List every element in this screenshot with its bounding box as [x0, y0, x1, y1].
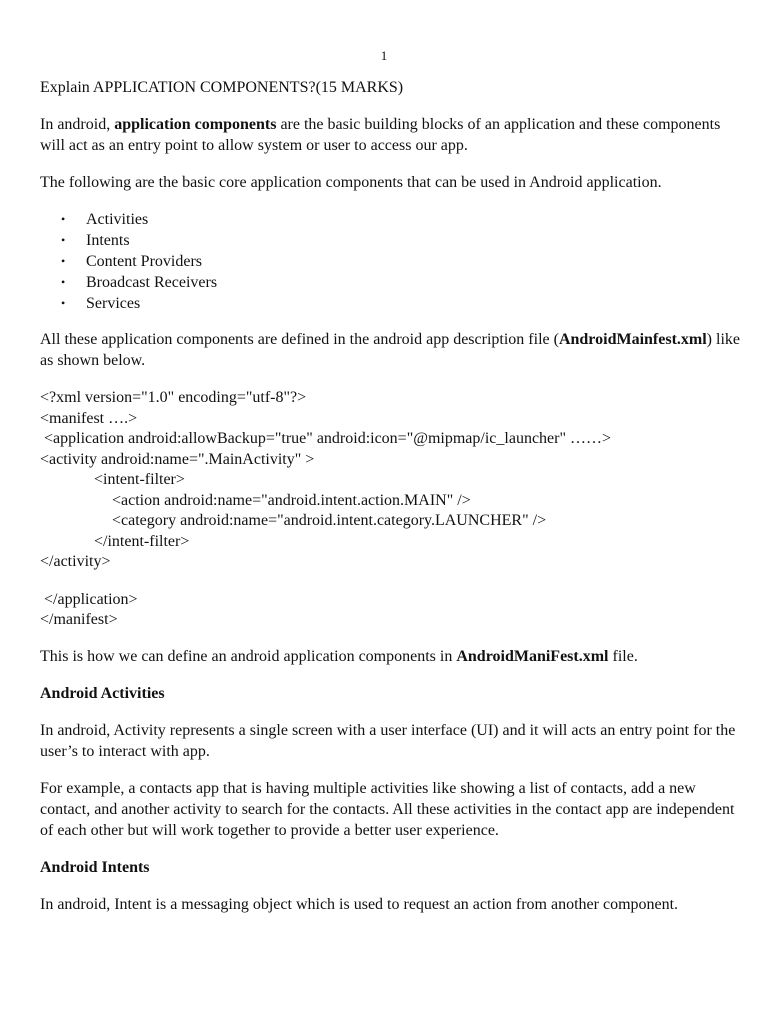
code-line: </activity> [40, 553, 111, 570]
code-line: <?xml version="1.0" encoding="utf-8"?> [40, 389, 307, 406]
question-title: Explain APPLICATION COMPONENTS?(15 MARKS) [40, 79, 404, 96]
activities-paragraph: In android, Activity represents a single screen with a user interface (UI) and it will acts an entry point for the user’s to interact with app. [40, 721, 736, 760]
code-line: </application> [44, 590, 138, 608]
intents-paragraph: In android, Intent is a messaging object which is used to request an action from another component. [40, 895, 679, 913]
intents-heading: Android Intents [40, 858, 150, 876]
code-line: <intent-filter> [94, 471, 185, 488]
list-item: • Activities [40, 209, 740, 230]
activities-example-paragraph: For example, a contacts app that is having multiple activities like showing a list of contacts, add a new contact, and another activity to search for the contacts. All these activities in the contact app are independent of each other but will work together to provide a better user experience. [40, 779, 735, 839]
list-item: • Intents [40, 230, 740, 251]
list-item: • Broadcast Receivers [40, 272, 740, 293]
code-line: <category android:name="android.intent.category.LAUNCHER" /> [112, 512, 547, 529]
manifest-summary-paragraph: This is how we can define an android application components in AndroidManiFest.xml file. [40, 647, 638, 665]
manifest-code-block [40, 387, 740, 630]
components-intro-paragraph: The following are the basic core application components that can be used in Android application. [40, 174, 662, 191]
list-item: • Services [40, 293, 740, 314]
component-list [40, 209, 740, 314]
code-line: <activity android:name=".MainActivity" > [40, 450, 315, 468]
code-spacer [40, 572, 740, 589]
code-line: <action android:name="android.intent.action.MAIN" /> [112, 491, 471, 509]
code-line: <application android:allowBackup="true" android:icon="@mipmap/ic_launcher" ……> [44, 430, 612, 447]
activities-heading: Android Activities [40, 684, 165, 702]
code-line: <manifest ….> [40, 409, 138, 427]
code-line: </manifest> [40, 611, 118, 628]
code-line: </intent-filter> [94, 532, 190, 550]
document-body [40, 77, 740, 931]
intro-paragraph: In android, application components are the basic building blocks of an application and these components will act as an entry point to allow system or user to access our app. [40, 116, 721, 154]
list-item: • Content Providers [40, 251, 740, 272]
manifest-paragraph: All these application components are defined in the android app description file (AndroidMainfest.xml) like as shown below. [40, 331, 740, 369]
page-number: 1 [380, 48, 388, 63]
